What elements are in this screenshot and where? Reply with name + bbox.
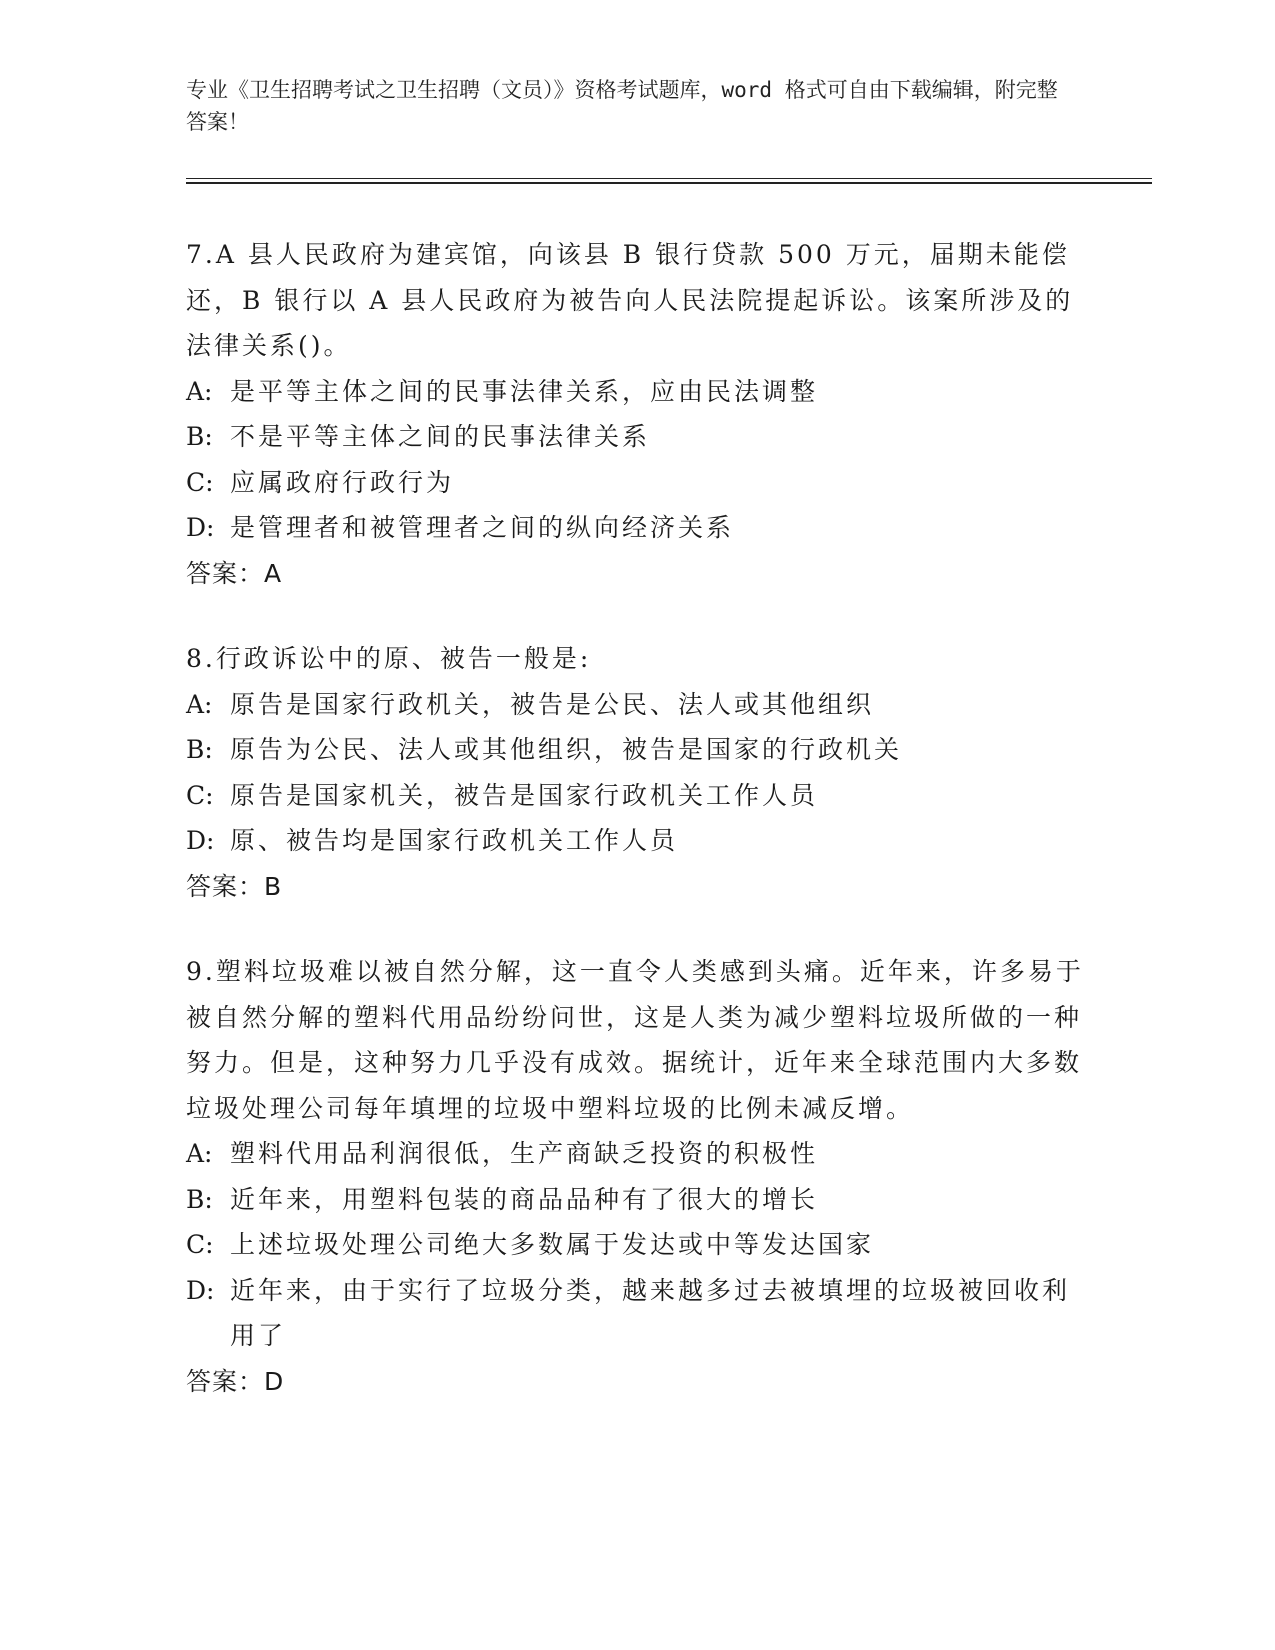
option-letter: C: xyxy=(186,467,214,497)
option-letter: D: xyxy=(186,1275,215,1305)
option-d xyxy=(186,1268,1086,1359)
option-text: 上述垃圾处理公司绝大多数属于发达或中等发达国家 xyxy=(230,1230,875,1259)
option-d xyxy=(186,505,1086,551)
answer-line: 答案：D xyxy=(186,1366,285,1396)
question-8 xyxy=(186,636,1086,909)
header-divider xyxy=(186,178,1152,179)
option-text: 应属政府行政行为 xyxy=(230,467,455,497)
option-text: 近年来，由于实行了垃圾分类，越来越多过去被填埋的垃圾被回收利用了 xyxy=(230,1275,1071,1350)
document-header: 专业《卫生招聘考试之卫生招聘（文员）》资格考试题库，word 格式可自由下载编辑，附完整答案！ xyxy=(186,78,1058,134)
option-letter: A: xyxy=(186,1139,213,1168)
option-letter: C: xyxy=(186,1230,214,1259)
option-text: 是平等主体之间的民事法律关系，应由民法调整 xyxy=(230,376,819,406)
option-letter: B: xyxy=(186,422,213,451)
option-c xyxy=(186,773,1086,819)
option-letter: A: xyxy=(186,689,213,719)
option-b xyxy=(186,727,1086,773)
answer-line: 答案：B xyxy=(186,871,283,901)
option-text: 是管理者和被管理者之间的纵向经济关系 xyxy=(230,513,735,542)
question-7 xyxy=(186,232,1086,596)
option-d xyxy=(186,818,1086,864)
option-b xyxy=(186,1177,1086,1223)
option-text: 原告是国家行政机关，被告是公民、法人或其他组织 xyxy=(230,689,875,719)
option-a xyxy=(186,1131,1086,1177)
option-c xyxy=(186,460,1086,506)
option-letter: C: xyxy=(186,780,214,810)
option-letter: B: xyxy=(186,1184,213,1214)
option-letter: D: xyxy=(186,826,215,855)
header-divider-thick xyxy=(186,182,1152,184)
option-text: 不是平等主体之间的民事法律关系 xyxy=(230,422,651,451)
option-a xyxy=(186,369,1086,415)
option-text: 近年来，用塑料包装的商品品种有了很大的增长 xyxy=(230,1184,819,1214)
question-9 xyxy=(186,949,1086,1404)
answer-line: 答案：A xyxy=(186,558,283,588)
question-stem: 9.塑料垃圾难以被自然分解，这一直令人类感到头痛。近年来，许多易于被自然分解的塑料代用品纷纷问世，这是人类为减少塑料垃圾所做的一种努力。但是，这种努力几乎没有成效。据统计，近年来全球范围内大多数垃圾处理公司每年填埋的垃圾中塑料垃圾的比例未减反增。 xyxy=(186,957,1084,1123)
question-stem: 7.A 县人民政府为建宾馆，向该县 B 银行贷款 500 万元，届期未能偿还，B 银行以 A 县人民政府为被告向人民法院提起诉讼。该案所涉及的法律关系()。 xyxy=(186,240,1074,360)
option-letter: B: xyxy=(186,735,213,764)
option-text: 原、被告均是国家行政机关工作人员 xyxy=(230,826,679,855)
option-text: 塑料代用品利润很低，生产商缺乏投资的积极性 xyxy=(230,1139,819,1168)
option-letter: A: xyxy=(186,376,213,406)
option-text: 原告为公民、法人或其他组织，被告是国家的行政机关 xyxy=(230,735,903,764)
question-list xyxy=(186,232,1086,1444)
question-stem: 8.行政诉讼中的原、被告一般是: xyxy=(186,644,592,673)
option-b xyxy=(186,414,1086,460)
option-a xyxy=(186,682,1086,728)
option-c xyxy=(186,1222,1086,1268)
option-text: 原告是国家机关，被告是国家行政机关工作人员 xyxy=(230,780,819,810)
option-letter: D: xyxy=(186,513,215,542)
